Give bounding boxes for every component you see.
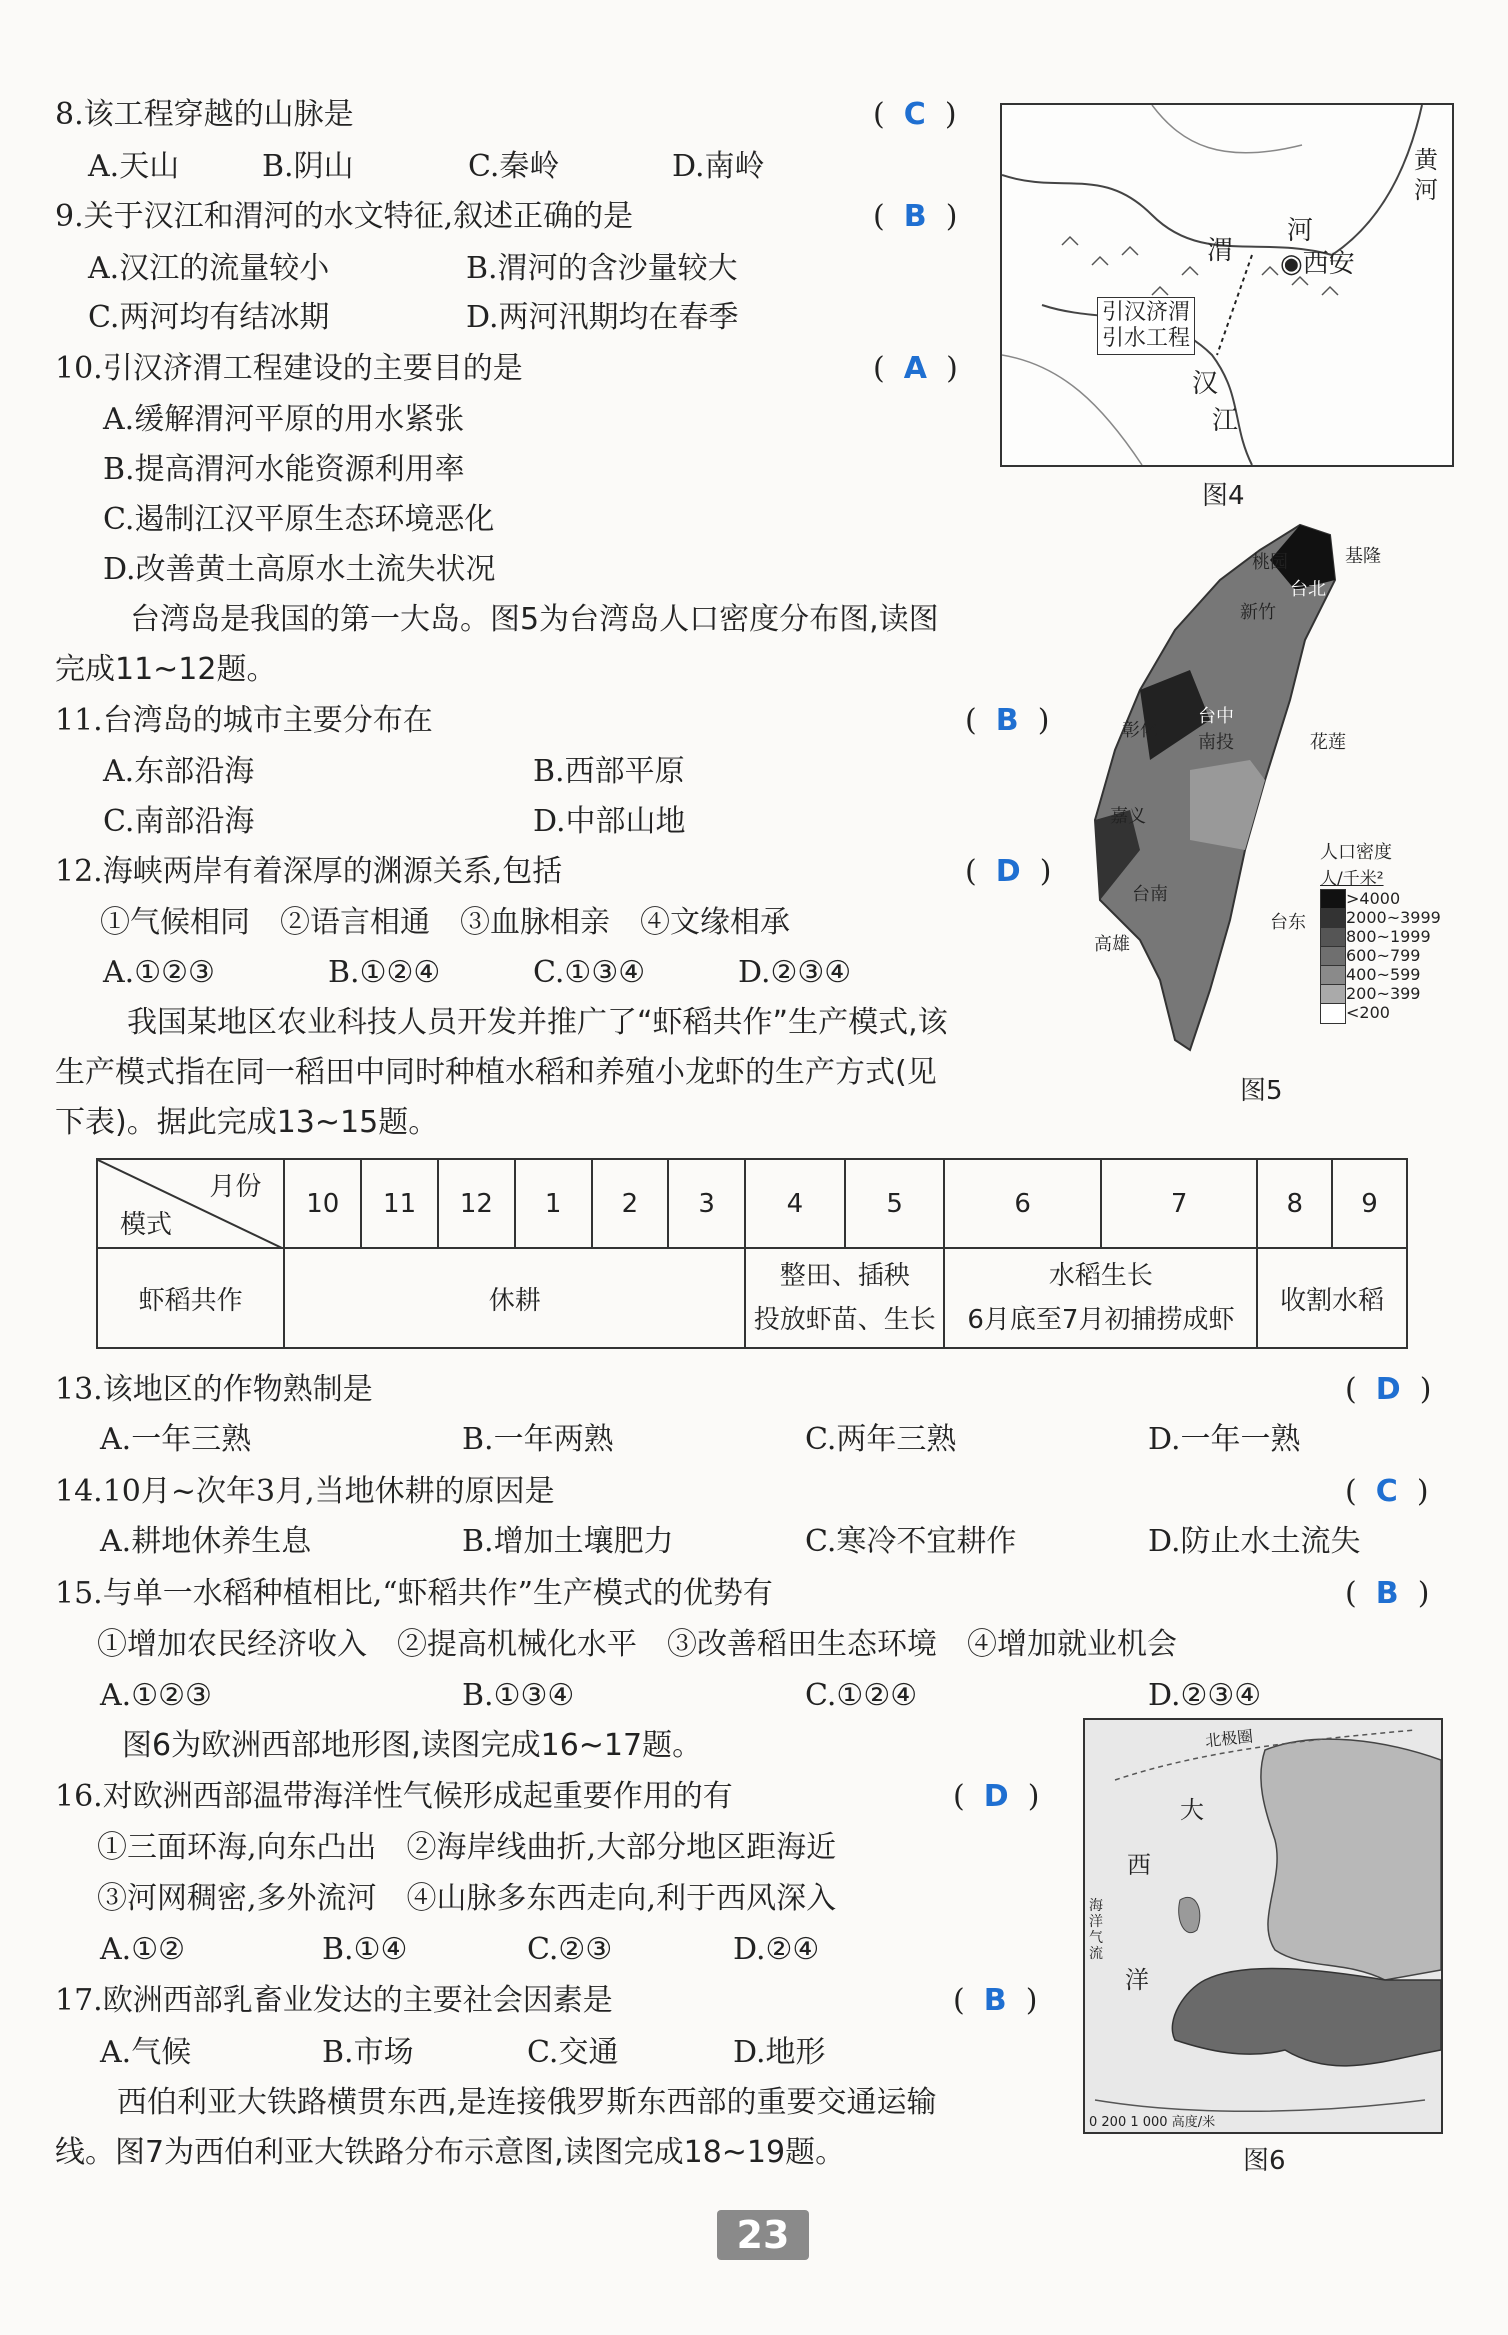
siberia-intro-line2: 线。图7为西伯利亚大铁路分布示意图,读图完成18~19题。 <box>55 2135 846 2170</box>
europe-terrain <box>1085 1720 1441 2132</box>
q10-option-d: D.改善黄土高原水土流失状况 <box>103 552 496 587</box>
month-cell: 5 <box>845 1159 945 1248</box>
header-mode: 模式 <box>120 1210 173 1240</box>
q16-stem: 16.对欧洲西部温带海洋性气候形成起重要作用的有 <box>55 1779 733 1814</box>
legend-unit: 人/千米² <box>1320 869 1384 889</box>
legend-swatch <box>1320 908 1346 929</box>
q13-option-d: D.一年一熟 <box>1148 1422 1301 1457</box>
stage-growth-b: 6月底至7月初捕捞成虾 <box>967 1305 1235 1335</box>
stage-planting-b: 投放虾苗、生长 <box>753 1305 936 1335</box>
q12-option-b: B.①②④ <box>328 955 441 990</box>
legend-item: <200 <box>1320 1003 1441 1022</box>
fig6-arctic-circle: 北极圈 <box>1204 1726 1254 1751</box>
page-number: 23 <box>717 2210 809 2260</box>
q14-option-a: A.耕地休养生息 <box>100 1524 312 1559</box>
q15-stem: 15.与单一水稻种植相比,“虾稻共作”生产模式的优势有 <box>55 1576 773 1611</box>
legend-title: 人口密度 <box>1320 842 1392 863</box>
shrimp-intro-line3: 下表)。据此完成13~15题。 <box>55 1105 439 1140</box>
q10-option-b: B.提高渭河水能资源利用率 <box>103 452 465 487</box>
q15-option-b: B.①③④ <box>462 1678 575 1713</box>
q15-items: ①增加农民经济收入 ②提高机械化水平 ③改善稻田生态环境 ④增加就业机会 <box>97 1627 1177 1662</box>
month-cell: 3 <box>668 1159 745 1248</box>
q8-option-d: D.南岭 <box>672 149 765 184</box>
month-cell: 12 <box>438 1159 515 1248</box>
q11-answer: ( B ) <box>965 703 1050 738</box>
q12-items: ①气候相同 ②语言相通 ③血脉相亲 ④文缘相承 <box>100 905 790 940</box>
q15-option-a: A.①②③ <box>100 1678 212 1713</box>
q17-option-b: B.市场 <box>322 2035 414 2070</box>
q15-option-d: D.②③④ <box>1148 1678 1262 1713</box>
stage-planting-cell <box>745 1248 944 1348</box>
month-cell: 4 <box>745 1159 845 1248</box>
taiwan-intro-line2: 完成11~12题。 <box>55 652 277 687</box>
legend-item: 600~799 <box>1320 946 1441 965</box>
city-tainan: 台南 <box>1132 884 1168 905</box>
taiwan-intro-line1: 台湾岛是我国的第一大岛。图5为台湾岛人口密度分布图,读图 <box>130 602 939 637</box>
q12-answer: ( D ) <box>965 854 1052 889</box>
city-taichung: 台中 <box>1198 706 1234 727</box>
q14-option-b: B.增加土壤肥力 <box>462 1524 674 1559</box>
q16-option-d: D.②④ <box>733 1932 820 1967</box>
q9-option-b: B.渭河的含沙量较大 <box>466 251 738 286</box>
q11-option-a: A.东部沿海 <box>103 754 255 789</box>
figure-6-map <box>1083 1718 1443 2134</box>
city-hsinchu: 新竹 <box>1240 602 1276 623</box>
q16-answer: ( D ) <box>953 1779 1040 1814</box>
fig4-he: 河 <box>1287 216 1314 246</box>
q13-option-b: B.一年两熟 <box>462 1422 614 1457</box>
figure-6-caption: 图6 <box>1243 2146 1286 2176</box>
fig4-project-label: 引汉济渭 引水工程 <box>1097 297 1195 355</box>
q17-option-d: D.地形 <box>733 2035 826 2070</box>
row-label: 虾稻共作 <box>97 1248 284 1348</box>
fallow-cell: 休耕 <box>284 1248 745 1348</box>
q13-option-a: A.一年三熟 <box>100 1422 252 1457</box>
q10-option-c: C.遏制江汉平原生态环境恶化 <box>103 502 495 537</box>
q12-stem: 12.海峡两岸有着深厚的渊源关系,包括 <box>55 854 563 889</box>
month-cell: 8 <box>1257 1159 1332 1248</box>
q16-items-1: ①三面环海,向东凸出 ②海岸线曲折,大部分地区距海近 <box>97 1830 837 1865</box>
fig4-wei: 渭 <box>1207 236 1234 266</box>
legend-swatch <box>1320 946 1346 967</box>
fig6-da: 大 <box>1180 1796 1204 1824</box>
q10-stem: 10.引汉济渭工程建设的主要目的是 <box>55 351 523 386</box>
q13-answer: ( D ) <box>1345 1372 1432 1407</box>
q14-option-c: C.寒冷不宜耕作 <box>805 1524 1017 1559</box>
table-corner-cell <box>97 1159 284 1248</box>
legend-item: 800~1999 <box>1320 927 1441 946</box>
city-kaohsiung: 高雄 <box>1094 934 1130 955</box>
legend-item: 2000~3999 <box>1320 908 1441 927</box>
q9-answer: ( B ) <box>873 199 958 234</box>
q17-answer: ( B ) <box>953 1983 1038 2018</box>
q13-stem: 13.该地区的作物熟制是 <box>55 1372 373 1407</box>
q17-option-c: C.交通 <box>527 2035 619 2070</box>
figure-5-caption: 图5 <box>1240 1076 1283 1106</box>
shrimp-intro-line2: 生产模式指在同一稻田中同时种植水稻和养殖小龙虾的生产方式(见 <box>55 1055 937 1090</box>
stage-harvest-cell: 收割水稻 <box>1257 1248 1407 1348</box>
month-cell: 7 <box>1101 1159 1257 1248</box>
fig4-yellow-river: 黄 河 <box>1414 146 1438 204</box>
legend-item: 400~599 <box>1320 965 1441 984</box>
city-keelung: 基隆 <box>1345 546 1381 567</box>
legend-item: >4000 <box>1320 889 1441 908</box>
stage-growth-cell <box>944 1248 1257 1348</box>
q16-option-c: C.②③ <box>527 1932 613 1967</box>
legend-swatch <box>1320 927 1346 948</box>
q8-option-b: B.阴山 <box>262 149 354 184</box>
q11-option-c: C.南部沿海 <box>103 804 255 839</box>
month-cell: 1 <box>515 1159 592 1248</box>
figure-4-caption: 图4 <box>1202 481 1245 511</box>
fig4-han: 汉 <box>1192 369 1219 399</box>
figure-4-map <box>1000 103 1454 467</box>
q8-option-a: A.天山 <box>88 149 180 184</box>
header-month: 月份 <box>209 1172 262 1202</box>
legend-item: 200~399 <box>1320 984 1441 1003</box>
q15-answer: ( B ) <box>1345 1576 1430 1611</box>
month-cell: 10 <box>284 1159 361 1248</box>
q14-option-d: D.防止水土流失 <box>1148 1524 1361 1559</box>
fig6-scale: 0 200 1 000 高度/米 <box>1089 2115 1216 2130</box>
city-taipei: 台北 <box>1290 579 1326 600</box>
month-cell: 6 <box>944 1159 1100 1248</box>
shrimp-intro-line1: 我国某地区农业科技人员开发并推广了“虾稻共作”生产模式,该 <box>127 1005 948 1040</box>
q17-stem: 17.欧洲西部乳畜业发达的主要社会因素是 <box>55 1983 613 2018</box>
q8-option-c: C.秦岭 <box>468 149 560 184</box>
q9-option-d: D.两河汛期均在春季 <box>466 300 739 335</box>
q10-answer: ( A ) <box>873 351 958 386</box>
q15-option-c: C.①②④ <box>805 1678 918 1713</box>
legend-swatch <box>1320 965 1346 986</box>
q14-stem: 14.10月~次年3月,当地休耕的原因是 <box>55 1474 555 1509</box>
stage-planting-a: 整田、插秧 <box>779 1261 910 1291</box>
q12-option-a: A.①②③ <box>103 955 215 990</box>
density-legend <box>1320 838 1441 1022</box>
q16-items-2: ③河网稠密,多外流河 ④山脉多东西走向,利于西风深入 <box>97 1881 837 1916</box>
city-nantou: 南投 <box>1198 732 1234 753</box>
q8-stem: 8.该工程穿越的山脉是 <box>55 97 354 132</box>
q9-stem: 9.关于汉江和渭河的水文特征,叙述正确的是 <box>55 199 634 234</box>
month-cell: 11 <box>361 1159 438 1248</box>
legend-swatch <box>1320 984 1346 1005</box>
q12-option-c: C.①③④ <box>533 955 646 990</box>
q13-option-c: C.两年三熟 <box>805 1422 957 1457</box>
month-cell: 9 <box>1332 1159 1407 1248</box>
city-taitung: 台东 <box>1270 912 1306 933</box>
city-changhua: 彰化 <box>1122 720 1158 741</box>
legend-swatch <box>1320 1003 1346 1024</box>
city-hualien: 花莲 <box>1310 732 1346 753</box>
q12-option-d: D.②③④ <box>738 955 852 990</box>
month-cell: 2 <box>592 1159 669 1248</box>
figure-5-map <box>1080 520 1460 1060</box>
siberia-intro-line1: 西伯利亚大铁路横贯东西,是连接俄罗斯东西部的重要交通运输 <box>117 2085 937 2120</box>
q16-option-a: A.①② <box>100 1932 185 1967</box>
europe-intro: 图6为欧洲西部地形图,读图完成16~17题。 <box>122 1728 703 1763</box>
q11-option-d: D.中部山地 <box>533 804 686 839</box>
q9-option-c: C.两河均有结冰期 <box>88 300 330 335</box>
fig4-jiang: 江 <box>1212 406 1239 436</box>
q11-option-b: B.西部平原 <box>533 754 685 789</box>
fig6-yang: 洋 <box>1125 1966 1149 1994</box>
q10-option-a: A.缓解渭河平原的用水紧张 <box>103 402 465 437</box>
farming-calendar-table <box>96 1158 1408 1349</box>
city-chiayi: 嘉义 <box>1110 806 1146 827</box>
q9-option-a: A.汉江的流量较小 <box>88 251 330 286</box>
fig4-xian: ◉西安 <box>1280 249 1355 279</box>
q17-option-a: A.气候 <box>100 2035 192 2070</box>
legend-swatch <box>1320 889 1346 910</box>
q16-option-b: B.①④ <box>322 1932 408 1967</box>
q8-answer: ( C ) <box>873 97 957 132</box>
stage-growth-a: 水稻生长 <box>1048 1261 1153 1291</box>
fig6-current: 海 洋 气 流 <box>1089 1898 1103 1962</box>
q11-stem: 11.台湾岛的城市主要分布在 <box>55 703 433 738</box>
fig6-xi: 西 <box>1127 1851 1151 1879</box>
city-taoyuan: 桃园 <box>1252 552 1288 573</box>
q14-answer: ( C ) <box>1345 1474 1429 1509</box>
